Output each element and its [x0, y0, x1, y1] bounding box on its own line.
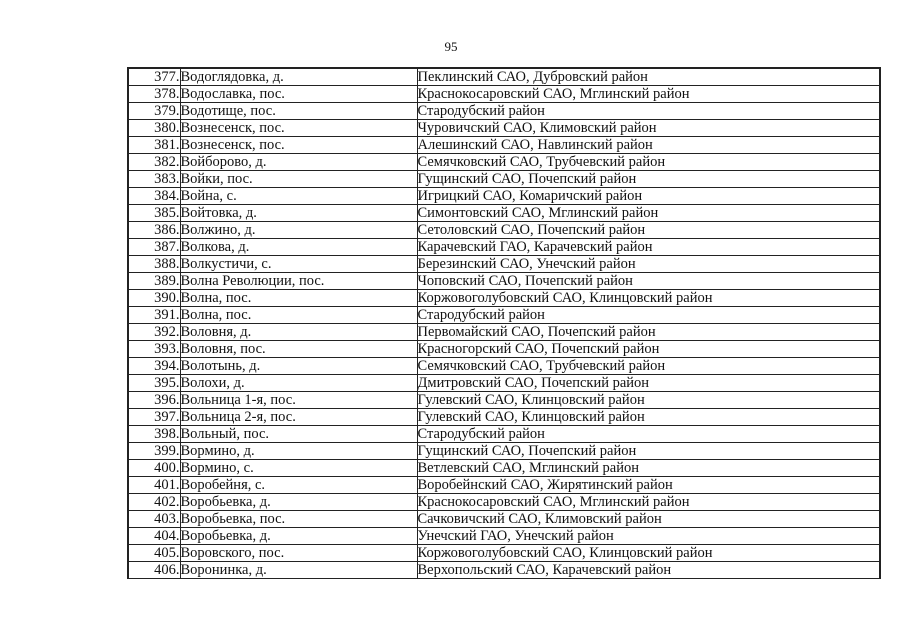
- settlement-name: Войборово, д.: [180, 154, 417, 171]
- row-number: 394.: [128, 358, 180, 375]
- settlement-name: Войтовка, д.: [180, 205, 417, 222]
- table-row: [128, 307, 880, 324]
- table-row: [128, 358, 880, 375]
- administrative-unit: Коржовоголубовский САО, Клинцовский район: [417, 290, 880, 307]
- settlement-name: Волна, пос.: [180, 307, 417, 324]
- settlement-name: Воловня, д.: [180, 324, 417, 341]
- administrative-unit: Березинский САО, Унечский район: [417, 256, 880, 273]
- settlement-name: Волохи, д.: [180, 375, 417, 392]
- administrative-unit: Краснокосаровский САО, Мглинский район: [417, 86, 880, 103]
- row-number: 400.: [128, 460, 180, 477]
- row-number: 398.: [128, 426, 180, 443]
- administrative-unit: Гулевский САО, Клинцовский район: [417, 409, 880, 426]
- administrative-unit: Пеклинский САО, Дубровский район: [417, 68, 880, 86]
- administrative-unit: Коржовоголубовский САО, Клинцовский район: [417, 545, 880, 562]
- settlement-name: Войки, пос.: [180, 171, 417, 188]
- row-number: 377.: [128, 68, 180, 86]
- table-row: [128, 375, 880, 392]
- table-row: [128, 409, 880, 426]
- table-row: [128, 545, 880, 562]
- row-number: 385.: [128, 205, 180, 222]
- settlement-name: Водотище, пос.: [180, 103, 417, 120]
- administrative-unit: Гущинский САО, Почепский район: [417, 171, 880, 188]
- table-row: [128, 290, 880, 307]
- row-number: 403.: [128, 511, 180, 528]
- table-row: [128, 86, 880, 103]
- table-row: [128, 562, 880, 579]
- table-row: [128, 137, 880, 154]
- table-row: [128, 341, 880, 358]
- settlement-name: Волна, пос.: [180, 290, 417, 307]
- row-number: 383.: [128, 171, 180, 188]
- settlement-name: Воробьевка, пос.: [180, 511, 417, 528]
- administrative-unit: Дмитровский САО, Почепский район: [417, 375, 880, 392]
- settlement-name: Воробейня, с.: [180, 477, 417, 494]
- settlement-name: Волкустичи, с.: [180, 256, 417, 273]
- row-number: 391.: [128, 307, 180, 324]
- administrative-unit: Стародубский район: [417, 426, 880, 443]
- administrative-unit: Карачевский ГАО, Карачевский район: [417, 239, 880, 256]
- table-row: [128, 511, 880, 528]
- table-row: [128, 494, 880, 511]
- settlement-name: Вольница 1-я, пос.: [180, 392, 417, 409]
- row-number: 380.: [128, 120, 180, 137]
- administrative-unit: Стародубский район: [417, 103, 880, 120]
- row-number: 381.: [128, 137, 180, 154]
- settlement-name: Воробьевка, д.: [180, 528, 417, 545]
- table-row: [128, 324, 880, 341]
- row-number: 388.: [128, 256, 180, 273]
- row-number: 379.: [128, 103, 180, 120]
- table-row: [128, 426, 880, 443]
- settlement-name: Волжино, д.: [180, 222, 417, 239]
- administrative-unit: Верхопольский САО, Карачевский район: [417, 562, 880, 579]
- table-row: [128, 443, 880, 460]
- row-number: 404.: [128, 528, 180, 545]
- settlement-name: Волкова, д.: [180, 239, 417, 256]
- table-row: [128, 154, 880, 171]
- table-row: [128, 256, 880, 273]
- administrative-unit: Стародубский район: [417, 307, 880, 324]
- administrative-unit: Игрицкий САО, Комаричский район: [417, 188, 880, 205]
- administrative-unit: Гулевский САО, Клинцовский район: [417, 392, 880, 409]
- table-row: [128, 222, 880, 239]
- settlement-name: Волотынь, д.: [180, 358, 417, 375]
- administrative-unit: Первомайский САО, Почепский район: [417, 324, 880, 341]
- row-number: 405.: [128, 545, 180, 562]
- table-row: [128, 477, 880, 494]
- table-row: [128, 528, 880, 545]
- administrative-unit: Сачковичский САО, Климовский район: [417, 511, 880, 528]
- administrative-unit: Гущинский САО, Почепский район: [417, 443, 880, 460]
- settlement-table-body: [128, 68, 880, 579]
- administrative-unit: Чоповский САО, Почепский район: [417, 273, 880, 290]
- settlement-name: Воронинка, д.: [180, 562, 417, 579]
- table-row: [128, 120, 880, 137]
- row-number: 401.: [128, 477, 180, 494]
- row-number: 406.: [128, 562, 180, 579]
- page-number: 95: [444, 39, 458, 54]
- table-row: [128, 103, 880, 120]
- administrative-unit: Сетоловский САО, Почепский район: [417, 222, 880, 239]
- row-number: 397.: [128, 409, 180, 426]
- settlement-name: Вознесенск, пос.: [180, 137, 417, 154]
- settlement-name: Воловня, пос.: [180, 341, 417, 358]
- settlement-name: Волна Революции, пос.: [180, 273, 417, 290]
- administrative-unit: Симонтовский САО, Мглинский район: [417, 205, 880, 222]
- table-row: [128, 460, 880, 477]
- settlement-name: Вольница 2-я, пос.: [180, 409, 417, 426]
- row-number: 387.: [128, 239, 180, 256]
- row-number: 378.: [128, 86, 180, 103]
- row-number: 390.: [128, 290, 180, 307]
- table-row: [128, 392, 880, 409]
- table-row: [128, 68, 880, 86]
- table-row: [128, 188, 880, 205]
- row-number: 395.: [128, 375, 180, 392]
- settlement-name: Вольный, пос.: [180, 426, 417, 443]
- row-number: 386.: [128, 222, 180, 239]
- settlement-name: Водоглядовка, д.: [180, 68, 417, 86]
- administrative-unit: Красногорский САО, Почепский район: [417, 341, 880, 358]
- table-row: [128, 273, 880, 290]
- administrative-unit: Чуровичский САО, Климовский район: [417, 120, 880, 137]
- administrative-unit: Алешинский САО, Навлинский район: [417, 137, 880, 154]
- table-row: [128, 205, 880, 222]
- row-number: 384.: [128, 188, 180, 205]
- table-row: [128, 239, 880, 256]
- row-number: 396.: [128, 392, 180, 409]
- administrative-unit: Семячковский САО, Трубчевский район: [417, 154, 880, 171]
- settlement-name: Вормино, с.: [180, 460, 417, 477]
- administrative-unit: Краснокосаровский САО, Мглинский район: [417, 494, 880, 511]
- row-number: 382.: [128, 154, 180, 171]
- administrative-unit: Ветлевский САО, Мглинский район: [417, 460, 880, 477]
- settlement-name: Война, с.: [180, 188, 417, 205]
- row-number: 402.: [128, 494, 180, 511]
- settlement-name: Воровского, пос.: [180, 545, 417, 562]
- settlement-name: Вознесенск, пос.: [180, 120, 417, 137]
- table-row: [128, 171, 880, 188]
- administrative-unit: Унечский ГАО, Унечский район: [417, 528, 880, 545]
- row-number: 393.: [128, 341, 180, 358]
- settlement-name: Вормино, д.: [180, 443, 417, 460]
- settlement-table: [127, 67, 881, 579]
- row-number: 399.: [128, 443, 180, 460]
- row-number: 389.: [128, 273, 180, 290]
- row-number: 392.: [128, 324, 180, 341]
- administrative-unit: Воробейнский САО, Жирятинский район: [417, 477, 880, 494]
- settlement-name: Воробьевка, д.: [180, 494, 417, 511]
- settlement-name: Водославка, пос.: [180, 86, 417, 103]
- administrative-unit: Семячковский САО, Трубчевский район: [417, 358, 880, 375]
